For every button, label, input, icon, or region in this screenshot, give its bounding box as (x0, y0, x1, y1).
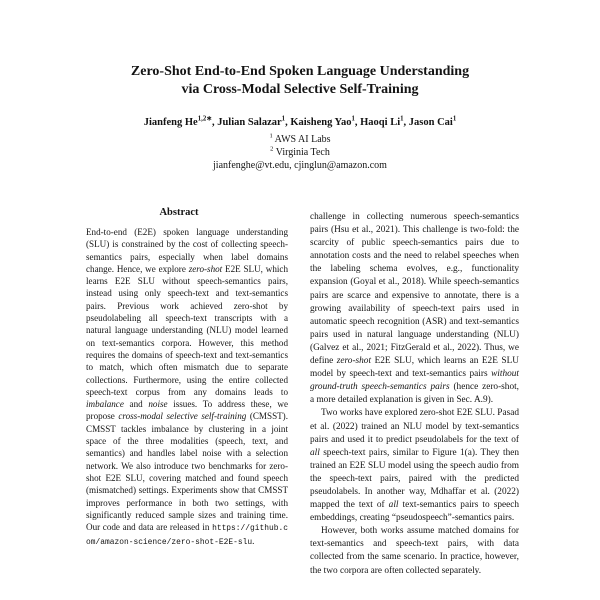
paper-title (0, 63, 600, 99)
abstract-heading: Abstract (159, 207, 199, 218)
text-segment: Two works have explored zero-shot E2E SLU. Pasad et al. (2022) trained an NLU model by text-semantics pairs and used it to predict pseudolabels for the text of (310, 408, 519, 445)
abstract-text (86, 226, 288, 550)
text-segment: zero-shot (188, 263, 223, 274)
paper-title-line1: Zero-Shot End-to-End Spoken Language Understanding (130, 64, 470, 79)
text-segment: without ground-truth speech-semantics pairs (310, 369, 519, 393)
text-segment: (CMSST). CMSST tackles imbalance by clustering in a joint space of the three modalities (speech, text, and semantics) and handles label noise with a selection network. We also introduce two benchmarks for zero-shot E2E SLU, covering matched and found speech (mismatched) settings. Experiments show that CMSST improves performance in both two settings, with significantly reduced sample sizes and training time. Our code and data are released in (86, 411, 288, 533)
intro-paragraph-3 (310, 525, 519, 577)
text-segment: 1,2∗ (197, 115, 212, 123)
text-segment: Virginia Tech (273, 147, 330, 158)
text-segment: (hence zero-shot, a more detailed explanation is given in Sec. A.9). (310, 382, 519, 406)
author-line (0, 116, 600, 130)
text-segment: and (123, 399, 149, 410)
text-segment: , Kaisheng Yao (285, 117, 352, 128)
text-segment: challenge in collecting numerous speech-semantics pairs (Hsu et al., 2021). This challenge is two-fold: the scarcity of public speech-semantics pairs due to annotation costs and the need to relabel speeches when the labeling schema evolves, e.g., functionality expansion (Goyal et al., 2018). While speech-semantics pairs are scarce and expensive to annotate, there is a growing availability of speech-text pairs used in automatic speech recognition (ASR) and text-semantics pairs used in natural language understanding (NLU) (Galvez et al., 2021; FitzGerald et al., 2022). Thus, we define (310, 212, 519, 367)
text-segment: issues. To address these, we propose (86, 399, 288, 422)
text-segment: cross-modal selective self-training (118, 411, 247, 422)
text-segment: speech-text pairs, similar to Figure 1(a). They then trained an E2E SLU model using the speech audio from the speech-text pairs, paired with the predicted pseudolabels. In another way, Mdhaffar et al. (2022) mapped the text of (310, 447, 519, 511)
paper-title-line2: via Cross-Modal Selective Self-Training (181, 82, 419, 97)
intro-paragraph-1 (310, 211, 519, 407)
text-segment: , Haoqi Li (354, 117, 401, 128)
affiliation-aws (0, 133, 600, 146)
text-segment: noise (148, 399, 168, 410)
author-emails: jianfenghe@vt.edu, cjinglun@amazon.com (213, 160, 387, 171)
affiliation-virginia-tech (0, 146, 600, 159)
text-segment: , Julian Salazar (211, 117, 282, 128)
text-segment: End-to-end (E2E) spoken language understanding (SLU) is constrained by the cost of collecting speech-semantics pairs, especially when label domains change. Hence, we explore (86, 227, 288, 274)
text-segment: all (310, 447, 320, 458)
intro-paragraph-2 (310, 407, 519, 525)
text-segment: E2E SLU, which learns an E2E SLU model by speech-text and text-semantics pairs (310, 356, 519, 380)
text-segment: , Jason Cai (403, 117, 453, 128)
text-segment: However, both works assume matched domains for text-semantics and speech-text pairs, with data collected from the same scenario. In practice, however, the two corpora are often collected separately. (310, 526, 519, 576)
text-segment: imbalance (86, 399, 124, 410)
text-segment: 2 (270, 145, 274, 153)
text-segment: 1 (400, 115, 404, 123)
text-segment: AWS AI Labs (272, 134, 331, 145)
text-segment: 1 (281, 115, 286, 123)
code-repository-link[interactable]: https://github.com/amazon-science/zero-shot-E2E-slu (86, 524, 288, 548)
text-segment: . (252, 536, 255, 547)
text-segment: 1 (351, 115, 355, 123)
text-segment: 1 (452, 115, 457, 123)
text-segment: all (388, 500, 399, 511)
text-segment: zero-shot (336, 356, 372, 367)
introduction-column (310, 211, 519, 578)
text-segment: text-semantics pairs to speech embeddings, creating “pseudospeech”-semantics pairs. (310, 500, 519, 524)
text-segment: 1 (269, 132, 273, 140)
text-segment: E2E SLU, which learns E2E SLU without speech-semantics pairs, instead using only speech-text and text-semantics pairs. Previous work achieved zero-shot by pseudolabeling all speech-text transcripts with a natural language understanding (NLU) model learned on text-semantics corpora. However, this method requires the domains of speech-text and text-semantics to match, which often mismatch due to separate collections. Furthermore, using the entire collected speech-text corpus from any domains leads to (86, 263, 289, 397)
text-segment: Jianfeng He (143, 117, 198, 128)
